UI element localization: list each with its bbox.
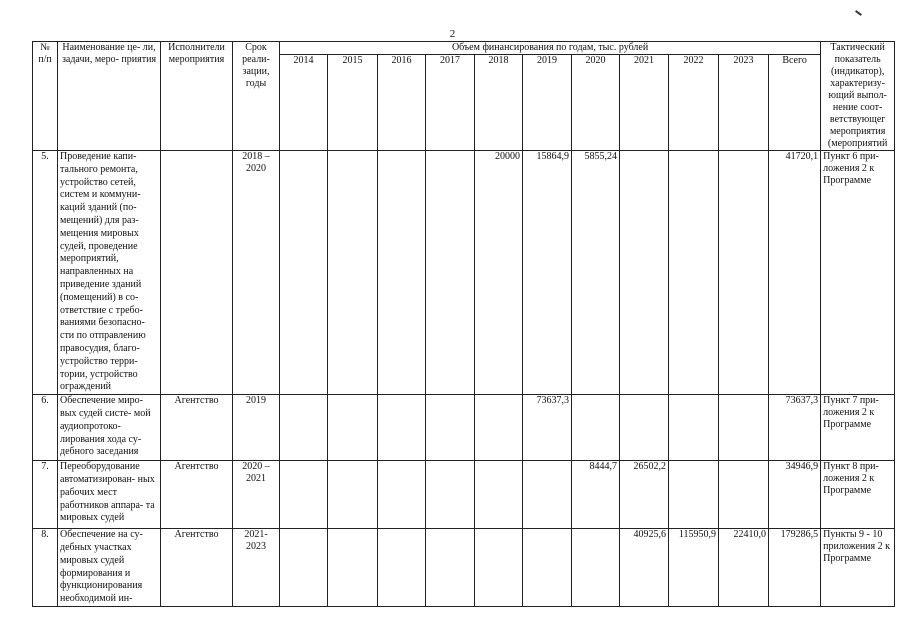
row-value bbox=[280, 151, 328, 395]
row-executor: Агентство bbox=[161, 461, 233, 529]
row-value bbox=[328, 529, 378, 607]
row-value bbox=[523, 461, 572, 529]
row-name: Обеспечение миро- вых судей систе- мой аудиопротоко- лирования хода су- дебного заседания bbox=[58, 395, 161, 461]
header-indicator: Тактический показатель (индикатор), характеризу- ющий выпол- нение соот- ветствующег мероприятия (мероприятий bbox=[821, 42, 895, 151]
row-period: 2019 bbox=[233, 395, 280, 461]
table-row bbox=[33, 461, 895, 529]
row-value: 15864,9 bbox=[523, 151, 572, 395]
row-value bbox=[328, 395, 378, 461]
header-year: 2014 bbox=[280, 55, 328, 151]
header-year: 2018 bbox=[475, 55, 523, 151]
table-row bbox=[33, 395, 895, 461]
header-num: № п/п bbox=[33, 42, 58, 151]
row-value bbox=[280, 395, 328, 461]
row-value bbox=[719, 395, 769, 461]
row-value bbox=[620, 395, 669, 461]
row-total: 34946,9 bbox=[769, 461, 821, 529]
row-value bbox=[426, 529, 475, 607]
row-total: 73637,3 bbox=[769, 395, 821, 461]
row-executor bbox=[161, 151, 233, 395]
row-num: 5. bbox=[33, 151, 58, 395]
row-value bbox=[572, 395, 620, 461]
header-funding-group: Объем финансирования по годам, тыс. рублей bbox=[280, 42, 821, 55]
row-value bbox=[328, 461, 378, 529]
row-value bbox=[475, 395, 523, 461]
row-value: 5855,24 bbox=[572, 151, 620, 395]
row-total: 41720,1 bbox=[769, 151, 821, 395]
row-num: 7. bbox=[33, 461, 58, 529]
row-period: 2020 – 2021 bbox=[233, 461, 280, 529]
row-indicator: Пункт 7 при- ложения 2 к Программе bbox=[821, 395, 895, 461]
row-value bbox=[426, 395, 475, 461]
row-value: 8444,7 bbox=[572, 461, 620, 529]
row-value bbox=[280, 529, 328, 607]
table-row bbox=[33, 529, 895, 607]
row-name: Обеспечение на су- дебных участках мировых судей формирования и функционирования необходимой ин- bbox=[58, 529, 161, 607]
row-value: 115950,9 bbox=[669, 529, 719, 607]
row-value bbox=[378, 395, 426, 461]
row-num: 6. bbox=[33, 395, 58, 461]
row-value bbox=[719, 461, 769, 529]
header-year: 2015 bbox=[328, 55, 378, 151]
row-total: 179286,5 bbox=[769, 529, 821, 607]
funding-table bbox=[32, 41, 895, 607]
header-year: 2023 bbox=[719, 55, 769, 151]
header-year: 2022 bbox=[669, 55, 719, 151]
row-value: 22410,0 bbox=[719, 529, 769, 607]
header-year: 2017 bbox=[426, 55, 475, 151]
row-value bbox=[378, 151, 426, 395]
row-value bbox=[378, 529, 426, 607]
row-value bbox=[426, 461, 475, 529]
header-period: Срок реали- зации, годы bbox=[233, 42, 280, 151]
row-value bbox=[475, 461, 523, 529]
row-value bbox=[378, 461, 426, 529]
header-name: Наименование це- ли, задачи, меро- приятия bbox=[58, 42, 161, 151]
table-row bbox=[33, 151, 895, 395]
row-value bbox=[572, 529, 620, 607]
scan-mark bbox=[855, 10, 862, 16]
row-period: 2021- 2023 bbox=[233, 529, 280, 607]
row-value: 26502,2 bbox=[620, 461, 669, 529]
row-value: 40925,6 bbox=[620, 529, 669, 607]
row-value bbox=[426, 151, 475, 395]
row-value bbox=[669, 461, 719, 529]
row-indicator: Пункты 9 - 10 приложения 2 к Программе bbox=[821, 529, 895, 607]
row-name: Проведение капи- тального ремонта, устройство сетей, систем и коммуни- каций зданий (по- мещений) для раз- мещения мировых судей, проведение мероприятий, направленных на приведение зданий (помещений) в со- ответствие с требо- ваниями безопасно- сти по отправлению правосудия, благо- устройство терри- тории, устройство ограждений bbox=[58, 151, 161, 395]
row-value: 20000 bbox=[475, 151, 523, 395]
row-value bbox=[669, 395, 719, 461]
row-executor: Агентство bbox=[161, 395, 233, 461]
row-indicator: Пункт 8 при- ложения 2 к Программе bbox=[821, 461, 895, 529]
header-year: 2019 bbox=[523, 55, 572, 151]
row-num: 8. bbox=[33, 529, 58, 607]
header-year: 2021 bbox=[620, 55, 669, 151]
row-executor: Агентство bbox=[161, 529, 233, 607]
row-value bbox=[719, 151, 769, 395]
header-year: 2016 bbox=[378, 55, 426, 151]
row-value bbox=[280, 461, 328, 529]
row-indicator: Пункт 6 при- ложения 2 к Программе bbox=[821, 151, 895, 395]
row-value bbox=[523, 529, 572, 607]
header-total: Всего bbox=[769, 55, 821, 151]
row-value bbox=[669, 151, 719, 395]
header-executors: Исполнители мероприятия bbox=[161, 42, 233, 151]
row-value bbox=[475, 529, 523, 607]
header-year: 2020 bbox=[572, 55, 620, 151]
row-value: 73637,3 bbox=[523, 395, 572, 461]
row-period: 2018 – 2020 bbox=[233, 151, 280, 395]
row-name: Переоборудование автоматизирован- ных рабочих мест работников аппара- та мировых судей bbox=[58, 461, 161, 529]
page-number: 2 bbox=[449, 28, 456, 40]
row-value bbox=[620, 151, 669, 395]
row-value bbox=[328, 151, 378, 395]
